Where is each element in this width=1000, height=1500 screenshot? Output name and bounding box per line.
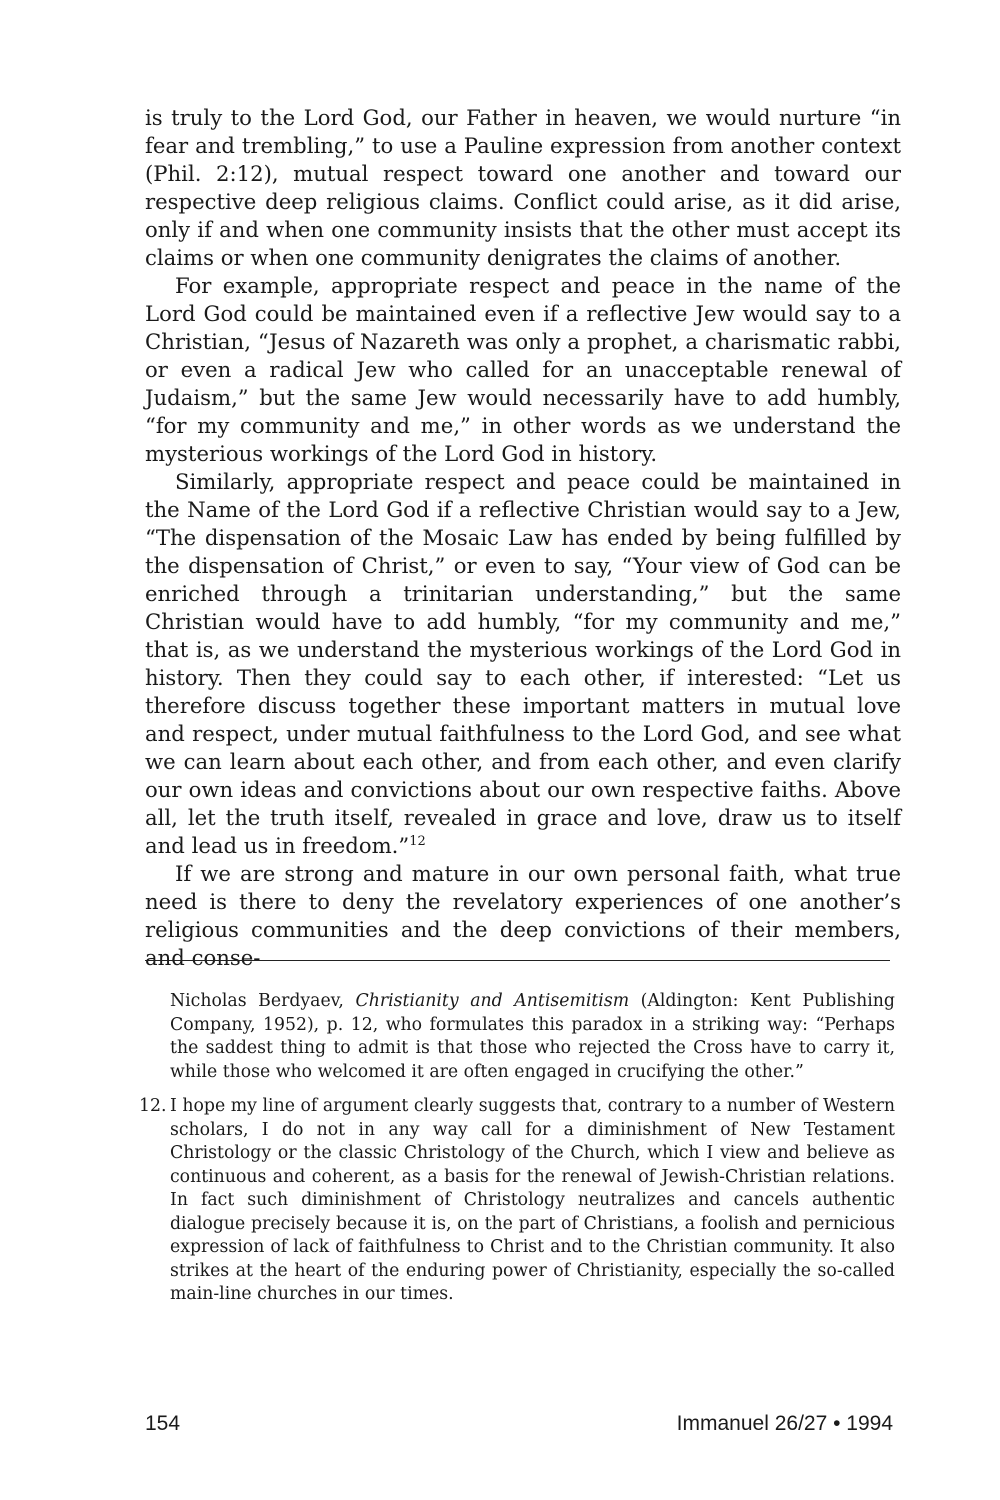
footnote-continuation — [170, 990, 895, 1084]
paragraph-text: Similarly, appropriate respect and peace could be maintained in the Name of the Lord God if a reflective Christian would say to a Jew, “The dispensation of the Mosaic Law has ended by being fulfilled by the dispensation of Christ,” or even to say, “Your view of God can be enriched through a trinitarian understanding,” but the same Christian would have to add humbly, “for my community and me,” that is, as we understand the mysterious workings of the Lord God in history. Then they could say to each other, if interested: “Let us therefore discuss together these important matters in mutual love and respect, under mutual faithfulness to the Lord God, and see what we can learn about each other, and from each other, and even clarify our own ideas and convictions about our own respective faiths. Above all, let the truth itself, revealed in grace and love, draw us to itself and lead us in freedom.” — [145, 469, 901, 858]
paragraph — [145, 468, 901, 860]
footnote-text: I hope my line of argument clearly suggests that, contrary to a number of Western scholars, I do not in any way call for a diminishment of New Testament Christology or the classic Christology of the Church, which I view and believe as continuous and coherent, as a basis for the renewal of Jewish-Christian relations. In fact such diminishment of Christology neutralizes and cancels authentic dialogue precisely because it is, on the part of Christians, a foolish and pernicious expression of lack of faithfulness to Christ and to the Christian community. It also strikes at the heart of the enduring power of Christianity, especially the so-called main-line churches in our times. — [170, 1096, 895, 1304]
paragraph: For example, appropriate respect and peace in the name of the Lord God could be maintained even if a reflective Jew would say to a Christian, “Jesus of Nazareth was only a prophet, a charismatic rabbi, or even a radical Jew who called for an unacceptable renewal of Judaism,” but the same Jew would necessarily have to add humbly, “for my community and me,” in other words as we understand the mysterious workings of the Lord God in history. — [145, 273, 901, 466]
footnote-number: 12. — [139, 1096, 167, 1116]
paragraph: If we are strong and mature in our own personal faith, what true need is there to deny the revelatory experiences of one another’s religious communities and the deep convictions of their members, and conse- — [145, 861, 901, 970]
main-text — [145, 104, 901, 972]
footnote-12 — [139, 1095, 895, 1307]
footnote-book-title: Christianity and Antisemitism — [355, 991, 630, 1011]
footnote-citation: (Aldington: Kent Publishing Company, 1952), p. 12, who formulates this paradox in a striking way: “Perhaps the saddest thing to admit is that those who rejected the Cross have to carry it, while those who welcomed it are often engaged in crucifying the other.” — [170, 991, 895, 1082]
footnotes — [139, 990, 895, 1318]
footnote-author: Nicholas Berdyaev, — [170, 991, 356, 1011]
journal-citation: Immanuel 26/27 • 1994 — [676, 1412, 893, 1435]
footnote-reference[interactable]: 12 — [409, 834, 426, 849]
page-number: 154 — [145, 1412, 181, 1435]
footnote-divider — [145, 960, 890, 961]
paragraph: is truly to the Lord God, our Father in heaven, we would nurture “in fear and trembling,” to use a Pauline expression from another context (Phil. 2:12), mutual respect toward one another and toward our respective deep religious claims. Conflict could arise, as it did arise, only if and when one community insists that the other must accept its claims or when one community denigrates the claims of another. — [145, 105, 901, 270]
